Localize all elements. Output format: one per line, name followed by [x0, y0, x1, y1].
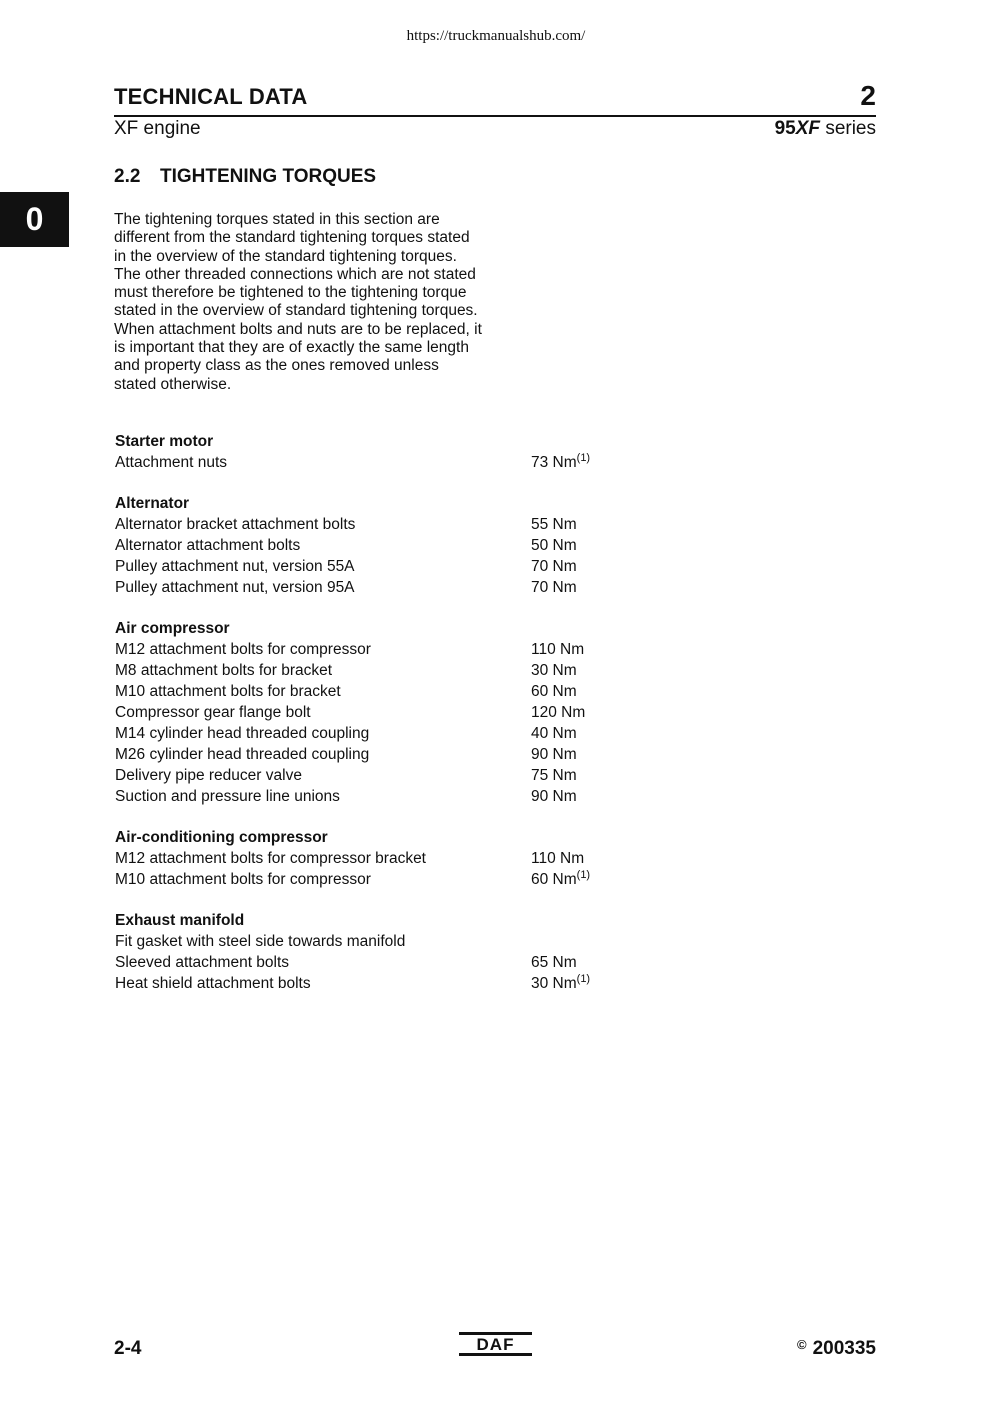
- row-label: M10 attachment bolts for bracket: [115, 683, 341, 700]
- table-row: [115, 848, 675, 869]
- table-row: [115, 973, 675, 994]
- row-value: 70 Nm: [531, 579, 577, 596]
- table-row: [115, 765, 675, 786]
- table-row: [115, 556, 675, 577]
- torque-group-air-conditioning-compressor: [115, 827, 675, 890]
- row-label: Attachment nuts: [115, 454, 228, 471]
- logo-text: DAF: [476, 1335, 515, 1354]
- row-label: Suction and pressure line unions: [115, 788, 340, 805]
- table-row: [115, 660, 675, 681]
- group-title: Air compressor: [115, 620, 230, 637]
- series-label: [775, 118, 876, 140]
- table-row: [115, 723, 675, 744]
- row-label: Alternator bracket attachment bolts: [115, 516, 356, 533]
- group-title: Air-conditioning compressor: [115, 829, 328, 846]
- header-divider: [114, 115, 876, 117]
- table-row: [115, 786, 675, 807]
- row-value: 73 Nm$^{(1)}$: [531, 452, 591, 471]
- footnote-ref: (1): [576, 869, 591, 881]
- row-label: Heat shield attachment bolts: [115, 975, 311, 992]
- row-value: 40 Nm: [531, 725, 577, 742]
- row-label: Compressor gear flange bolt: [115, 704, 311, 721]
- table-row: [115, 931, 675, 952]
- row-label: M12 attachment bolts for compressor bracket: [115, 850, 426, 867]
- row-value: 110 Nm: [531, 850, 585, 867]
- row-value: 30 Nm: [531, 662, 577, 679]
- source-url[interactable]: https://truckmanualshub.com/: [406, 28, 586, 44]
- row-label: Alternator attachment bolts: [115, 537, 301, 554]
- table-row: [115, 681, 675, 702]
- row-label: M26 cylinder head threaded coupling: [115, 746, 370, 763]
- page-number: 2-4: [114, 1338, 142, 1359]
- section-number: 2.2: [114, 166, 141, 187]
- series-model: XF: [795, 118, 821, 139]
- row-value: 90 Nm: [531, 746, 577, 763]
- table-row: [115, 639, 675, 660]
- section-heading: [114, 166, 376, 188]
- row-value: 30 Nm$^{(1)}$: [531, 973, 591, 992]
- group-title: Starter motor: [115, 433, 214, 450]
- row-label: Pulley attachment nut, version 95A: [115, 579, 355, 596]
- torque-group-air-compressor: [115, 618, 675, 807]
- row-label: Fit gasket with steel side towards manifold: [115, 933, 406, 950]
- row-value: 75 Nm: [531, 767, 577, 784]
- table-row: [115, 577, 675, 598]
- section-title: TIGHTENING TORQUES: [160, 166, 377, 187]
- table-row: [115, 744, 675, 765]
- row-label: M14 cylinder head threaded coupling: [115, 725, 370, 742]
- row-value: 50 Nm: [531, 537, 577, 554]
- series-number: 95: [774, 118, 796, 139]
- row-label: M8 attachment bolts for bracket: [115, 662, 333, 679]
- table-row: [115, 869, 675, 890]
- series-word: series: [825, 118, 876, 139]
- row-value: 60 Nm: [531, 683, 577, 700]
- document-code-value: 200335: [812, 1338, 876, 1359]
- side-index-tab: 0: [0, 192, 69, 247]
- group-title: Exhaust manifold: [115, 912, 245, 929]
- table-row: [115, 535, 675, 556]
- footnote-ref: (1): [576, 452, 591, 464]
- row-value: [531, 931, 675, 952]
- intro-paragraph: When attachment bolts and nuts are to be replaced, it is important that they are of exactly the same length and property class as the ones removed unless stated otherwise.: [114, 320, 482, 393]
- row-label: Delivery pipe reducer valve: [115, 767, 302, 784]
- group-title: Alternator: [115, 495, 190, 512]
- torque-group-alternator: [115, 493, 675, 598]
- page-subtitle: XF engine: [114, 118, 201, 139]
- row-value: 65 Nm: [531, 954, 577, 971]
- row-label: Sleeved attachment bolts: [115, 954, 290, 971]
- table-row: [115, 952, 675, 973]
- row-label: M10 attachment bolts for compressor: [115, 871, 371, 888]
- table-row: [115, 702, 675, 723]
- page-title: TECHNICAL DATA: [114, 84, 308, 109]
- table-row: [115, 514, 675, 535]
- intro-paragraph: The tightening torques stated in this section are different from the standard tightening torques stated in the overview of the standard tightening torques. The other threaded connections which are not stated must therefore be tightened to the tightening torque stated in the overview of standard tightening torques.: [114, 211, 478, 320]
- copyright-symbol: ©: [797, 1337, 807, 1352]
- row-value: 90 Nm: [531, 788, 577, 805]
- row-value: 55 Nm: [531, 516, 577, 533]
- row-value: 120 Nm: [531, 704, 586, 721]
- torque-group-exhaust-manifold: [115, 910, 675, 994]
- row-label: M12 attachment bolts for compressor: [115, 641, 371, 658]
- row-label: Pulley attachment nut, version 55A: [115, 558, 355, 575]
- torque-table: [115, 431, 675, 1014]
- intro-text: [114, 211, 484, 394]
- row-value: 110 Nm: [531, 641, 585, 658]
- torque-group-starter-motor: [115, 431, 675, 473]
- chapter-number: 2: [860, 80, 876, 111]
- document-code: [797, 1337, 876, 1360]
- row-value: 70 Nm: [531, 558, 577, 575]
- row-value: 60 Nm$^{(1)}$: [531, 869, 591, 888]
- daf-logo-icon: [459, 1332, 532, 1356]
- table-row: [115, 452, 675, 473]
- footnote-ref: (1): [576, 973, 591, 985]
